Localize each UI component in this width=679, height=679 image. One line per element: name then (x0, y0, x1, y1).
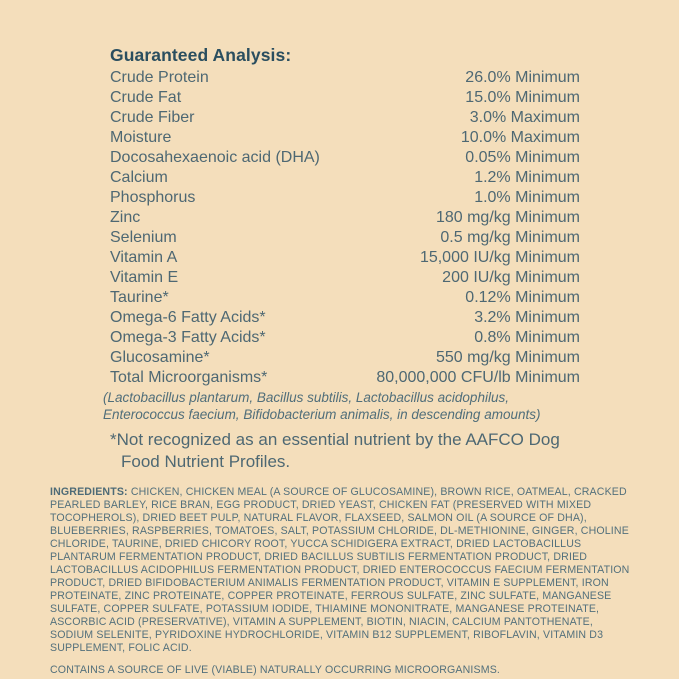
nutrient-value: 3.0% Maximum (469, 109, 580, 126)
nutrient-value: 15.0% Minimum (465, 89, 580, 106)
analysis-row (110, 348, 580, 368)
analysis-row (110, 188, 580, 208)
nutrient-value: 0.5 mg/kg Minimum (440, 229, 580, 246)
nutrient-name: Crude Fiber (110, 109, 195, 126)
nutrient-value: 200 IU/kg Minimum (442, 269, 580, 286)
ingredients-section (50, 486, 634, 677)
analysis-row (110, 248, 580, 268)
analysis-row (110, 288, 580, 308)
nutrient-value: 80,000,000 CFU/lb Minimum (376, 369, 580, 386)
guaranteed-analysis-section (103, 45, 580, 423)
nutrient-value: 3.2% Minimum (474, 309, 580, 326)
nutrient-name: Taurine* (110, 289, 169, 306)
nutrient-name: Crude Fat (110, 89, 182, 106)
ingredients-label: INGREDIENTS: (50, 486, 128, 498)
analysis-row (110, 168, 580, 188)
nutrient-name: Crude Protein (110, 69, 209, 86)
nutrient-value: 550 mg/kg Minimum (435, 349, 580, 366)
analysis-row (110, 328, 580, 348)
nutrient-name: Vitamin A (110, 249, 178, 266)
analysis-row (110, 88, 580, 108)
nutrient-name: Phosphorus (110, 189, 196, 206)
nutrient-name: Zinc (110, 209, 141, 226)
nutrient-name: Selenium (110, 229, 177, 246)
contains-microorganisms-note: CONTAINS A SOURCE OF LIVE (VIABLE) NATURALLY OCCURRING MICROORGANISMS. (50, 664, 501, 676)
analysis-row (110, 108, 580, 128)
guaranteed-analysis-table (110, 68, 580, 388)
aafco-footnote: *Not recognized as an essential nutrient by the AAFCO Dog Food Nutrient Profiles. (110, 430, 560, 471)
nutrient-name: Glucosamine* (110, 349, 210, 366)
nutrient-name: Omega-6 Fatty Acids* (110, 309, 266, 326)
analysis-row (110, 148, 580, 168)
analysis-row (110, 128, 580, 148)
nutrient-value: 0.05% Minimum (465, 149, 580, 166)
nutrient-value: 0.8% Minimum (474, 329, 580, 346)
nutrient-name: Calcium (110, 169, 168, 186)
analysis-row (110, 308, 580, 328)
nutrient-value: 180 mg/kg Minimum (435, 209, 580, 226)
analysis-row (110, 208, 580, 228)
analysis-row (110, 68, 580, 88)
ingredients-paragraph (50, 486, 634, 655)
nutrient-name: Moisture (110, 129, 172, 146)
nutrient-value: 15,000 IU/kg Minimum (419, 249, 580, 266)
guaranteed-analysis-title: Guaranteed Analysis: (110, 45, 292, 65)
analysis-row (110, 228, 580, 248)
nutrient-name: Vitamin E (110, 269, 179, 286)
nutrient-value: 1.2% Minimum (474, 169, 580, 186)
analysis-row (110, 368, 580, 388)
ingredients-list: CHICKEN, CHICKEN MEAL (A SOURCE OF GLUCOSAMINE), BROWN RICE, OATMEAL, CRACKED PEARLED BARLEY, RICE BRAN, EGG PRODUCT, DRIED YEAST, CHICKEN FAT (PRESERVED WITH MIXED TOCOPHEROLS), DRIED BEET PULP, NATURAL FLAVOR, FLAXSEED, SALMON OIL (A SOURCE OF DHA), BLUEBERRIES, RASPBERRIES, TOMATOES, SALT, POTASSIUM CHLORIDE, DL-METHIONINE, GINGER, CHOLINE CHLORIDE, TAURINE, DRIED CHICORY ROOT, YUCCA SCHIDIGERA EXTRACT, DRIED LACTOBACILLUS PLANTARUM FERMENTATION PRODUCT, DRIED BACILLUS SUBTILIS FERMENTATION PRODUCT, DRIED LACTOBACILLUS ACIDOPHILUS FERMENTATION PRODUCT, DRIED ENTEROCOCCUS FAECIUM FERMENTATION PRODUCT, DRIED BIFIDOBACTERIUM ANIMALIS FERMENTATION PRODUCT, VITAMIN E SUPPLEMENT, IRON PROTEINATE, ZINC PROTEINATE, COPPER PROTEINATE, FERROUS SULFATE, ZINC SULFATE, MANGANESE SULFATE, COPPER SULFATE, POTASSIUM IODIDE, THIAMINE MONONITRATE, MANGANESE PROTEINATE, ASCORBIC ACID (PRESERVATIVE), VITAMIN A SUPPLEMENT, BIOTIN, NIACIN, CALCIUM PANTOTHENATE, SODIUM SELENITE, PYRIDOXINE HYDROCHLORIDE, VITAMIN B12 SUPPLEMENT, RIBOFLAVIN, VITAMIN D3 SUPPLEMENT, FOLIC ACID. (50, 486, 630, 654)
nutrient-name: Omega-3 Fatty Acids* (110, 329, 266, 346)
nutrient-value: 26.0% Minimum (465, 69, 580, 86)
nutrient-name: Total Microorganisms* (110, 369, 268, 386)
nutrient-value: 1.0% Minimum (474, 189, 580, 206)
nutrient-name: Docosahexaenoic acid (DHA) (110, 149, 320, 166)
nutrient-value: 0.12% Minimum (465, 289, 580, 306)
nutrient-value: 10.0% Maximum (460, 129, 580, 146)
microorganism-species-note: (Lactobacillus plantarum, Bacillus subtilis, Lactobacillus acidophilus, Enterococcus faecium, Bifidobacterium animalis, in descending amounts) (103, 390, 541, 422)
analysis-row (110, 268, 580, 288)
